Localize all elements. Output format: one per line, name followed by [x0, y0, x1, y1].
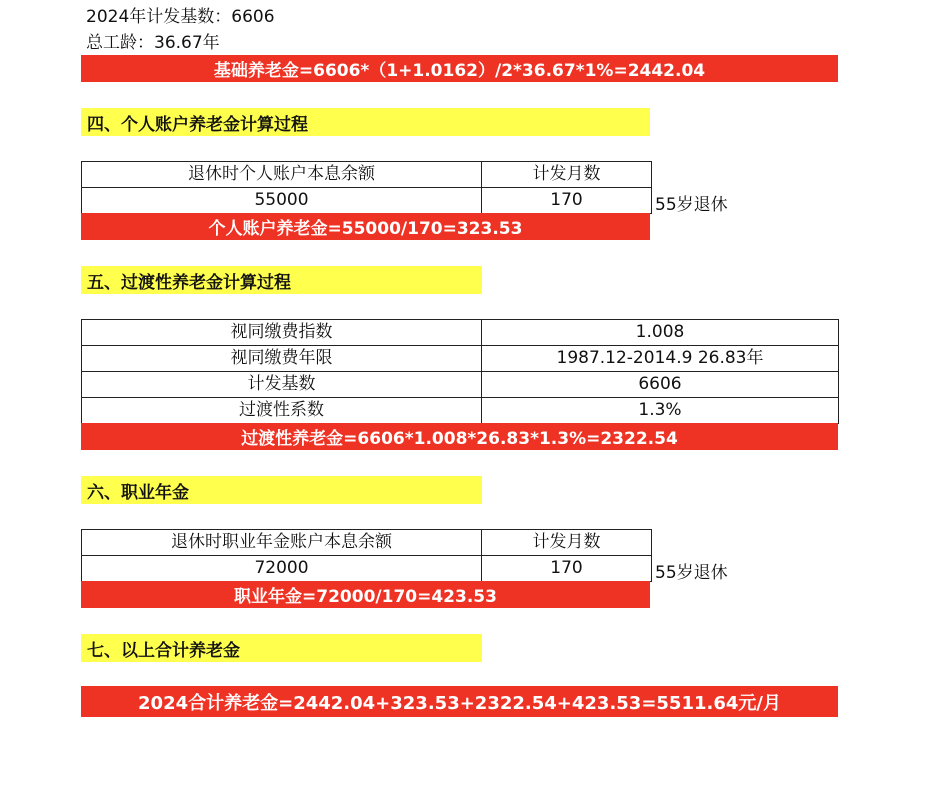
section-7-title: 七、以上合计养老金	[81, 634, 482, 662]
row-value: 1.3%	[482, 398, 839, 424]
row-value: 1.008	[482, 320, 839, 346]
base-number-line: 2024年计发基数：6606	[86, 7, 275, 27]
row-label: 计发基数	[82, 372, 482, 398]
row-label: 过渡性系数	[82, 398, 482, 424]
table-row	[82, 556, 652, 582]
transition-table	[81, 319, 839, 424]
occupational-annuity-formula: 职业年金=72000/170=423.53	[81, 581, 650, 608]
row-value: 6606	[482, 372, 839, 398]
table-row	[82, 346, 839, 372]
column-header: 退休时个人账户本息余额	[82, 162, 482, 188]
section-6-title: 六、职业年金	[81, 476, 482, 504]
balance-cell: 72000	[82, 556, 482, 582]
column-header: 计发月数	[482, 162, 652, 188]
months-cell: 170	[482, 556, 652, 582]
personal-account-formula: 个人账户养老金=55000/170=323.53	[81, 213, 650, 240]
table-header-row	[82, 162, 652, 188]
row-value: 1987.12-2014.9 26.83年	[482, 346, 839, 372]
table-header-row	[82, 530, 652, 556]
table-row	[82, 188, 652, 214]
table-row	[82, 320, 839, 346]
retire-age-note: 55岁退休	[655, 195, 728, 215]
row-label: 视同缴费指数	[82, 320, 482, 346]
seniority-line: 总工龄：36.67年	[86, 33, 220, 53]
transition-formula: 过渡性养老金=6606*1.008*26.83*1.3%=2322.54	[81, 423, 838, 450]
basic-pension-formula: 基础养老金=6606*（1+1.0162）/2*36.67*1%=2442.04	[81, 55, 838, 82]
personal-account-table	[81, 161, 652, 214]
months-cell: 170	[482, 188, 652, 214]
row-label: 视同缴费年限	[82, 346, 482, 372]
table-row	[82, 398, 839, 424]
table-row	[82, 372, 839, 398]
section-4-title: 四、个人账户养老金计算过程	[81, 108, 650, 136]
occupational-annuity-table	[81, 529, 652, 582]
retire-age-note: 55岁退休	[655, 563, 728, 583]
column-header: 计发月数	[482, 530, 652, 556]
column-header: 退休时职业年金账户本息余额	[82, 530, 482, 556]
section-5-title: 五、过渡性养老金计算过程	[81, 266, 482, 294]
balance-cell: 55000	[82, 188, 482, 214]
total-pension-formula: 2024合计养老金=2442.04+323.53+2322.54+423.53=5511.64元/月	[81, 686, 838, 717]
